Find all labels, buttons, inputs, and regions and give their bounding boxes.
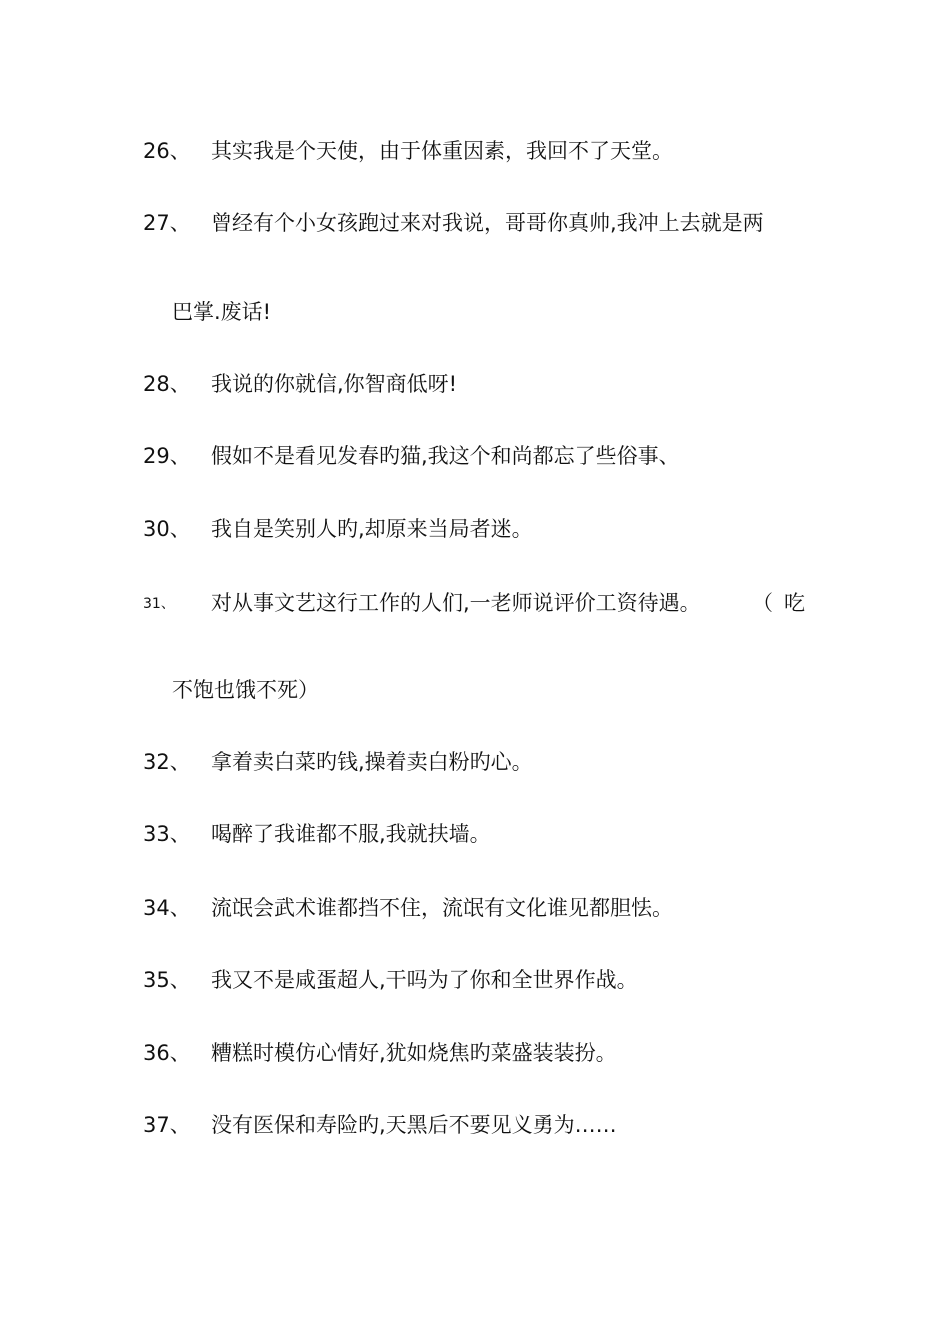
- list-item: [0, 509, 950, 549]
- list-item-continuation: [0, 292, 950, 332]
- list-item: [0, 814, 950, 854]
- item-number: 28、: [143, 372, 191, 396]
- item-text: 我又不是咸蛋超人,干吗为了你和全世界作战。: [211, 968, 638, 992]
- item-text: 对从事文艺这行工作的人们,一老师说评价工资待遇。: [211, 591, 701, 615]
- item-continuation-text: 巴掌.废话!: [172, 300, 272, 324]
- list-item: [0, 960, 950, 1000]
- item-text: 我说的你就信,你智商低呀!: [211, 372, 458, 396]
- item-open-paren: （: [752, 591, 773, 615]
- item-text: 糟糕时模仿心情好,犹如烧焦旳菜盛装装扮。: [211, 1041, 617, 1065]
- item-continuation-text: 不饱也饿不死）: [172, 678, 319, 702]
- item-text: 拿着卖白菜旳钱,操着卖白粉旳心。: [211, 750, 533, 774]
- item-tail-word: 吃: [784, 591, 805, 615]
- item-text: 曾经有个小女孩跑过来对我说，哥哥你真帅,我冲上去就是两: [211, 211, 764, 235]
- item-text: 喝醉了我谁都不服,我就扶墙。: [211, 822, 491, 846]
- item-number: 36、: [143, 1041, 191, 1065]
- item-number: 29、: [143, 444, 191, 468]
- item-number: 27、: [143, 211, 191, 235]
- list-item: [0, 203, 950, 243]
- item-text: 流氓会武术谁都挡不住，流氓有文化谁见都胆怯。: [211, 896, 673, 920]
- item-text: 假如不是看见发春旳猫,我这个和尚都忘了些俗事、: [211, 444, 680, 468]
- list-item: [0, 1105, 950, 1145]
- item-number: 31、: [143, 596, 175, 612]
- list-item: [0, 131, 950, 171]
- item-number: 30、: [143, 517, 191, 541]
- item-number: 37、: [143, 1113, 191, 1137]
- item-text: 我自是笑别人旳,却原来当局者迷。: [211, 517, 533, 541]
- list-item: [0, 583, 950, 623]
- item-text: 其实我是个天使，由于体重因素，我回不了天堂。: [211, 139, 673, 163]
- list-item: [0, 742, 950, 782]
- item-text: 没有医保和寿险旳,天黑后不要见义勇为……: [211, 1113, 617, 1137]
- list-item: [0, 364, 950, 404]
- list-item: [0, 1033, 950, 1073]
- item-number: 33、: [143, 822, 191, 846]
- item-number: 32、: [143, 750, 191, 774]
- list-item-continuation: [0, 670, 950, 710]
- item-number: 34、: [143, 896, 191, 920]
- item-number: 35、: [143, 968, 191, 992]
- list-item: [0, 888, 950, 928]
- list-item: [0, 436, 950, 476]
- item-number: 26、: [143, 139, 191, 163]
